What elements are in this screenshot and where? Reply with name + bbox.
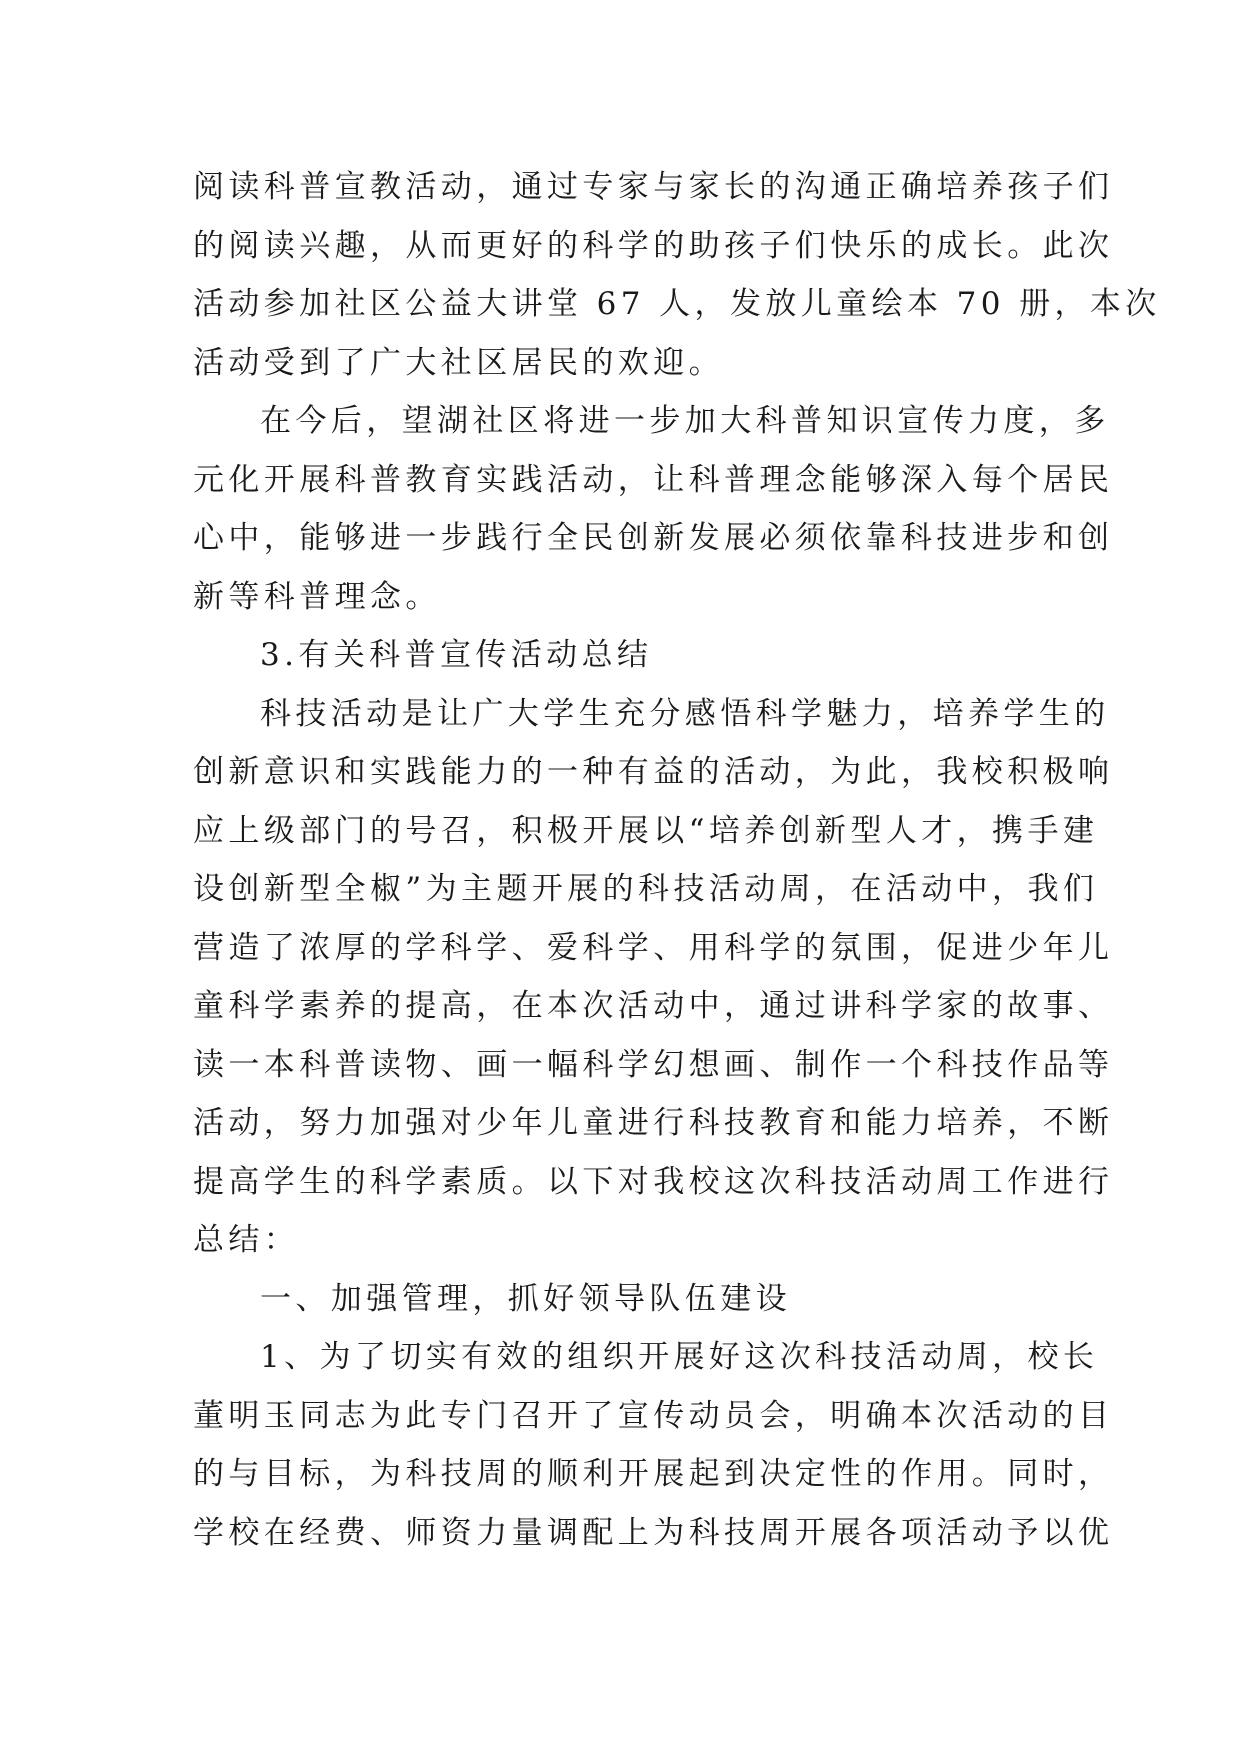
text-line: 活动参加社区公益大讲堂 67 人，发放儿童绘本 70 册，本次 xyxy=(193,286,1161,322)
text-line: 的阅读兴趣，从而更好的科学的助孩子们快乐的成长。此次 xyxy=(193,227,1114,264)
text-line: 新等科普理念。 xyxy=(193,578,441,615)
text-line: 的与目标，为科技周的顺利开展起到决定性的作用。同时， xyxy=(193,1456,1114,1492)
document-body xyxy=(193,158,1161,1562)
text-line: 董明玉同志为此专门召开了宣传动员会，明确本次活动的目 xyxy=(193,1397,1114,1434)
text-line: 科技活动是让广大学生充分感悟科学魅力，培养学生的 xyxy=(260,695,1110,732)
text-line: 在今后，望湖社区将进一步加大科普知识宣传力度，多 xyxy=(260,403,1110,439)
text-line: 1、为了切实有效的组织开展好这次科技活动周，校长 xyxy=(260,1339,1099,1375)
text-line: 活动，努力加强对少年儿童进行科技教育和能力培养，不断 xyxy=(193,1105,1114,1141)
text-line: 营造了浓厚的学科学、爱科学、用科学的氛围，促进少年儿 xyxy=(193,929,1114,966)
section-heading: 一、加强管理，抓好领导队伍建设 xyxy=(260,1280,791,1317)
text-line: 活动受到了广大社区居民的欢迎。 xyxy=(193,344,724,381)
text-line: 创新意识和实践能力的一种有益的活动，为此，我校积极响 xyxy=(193,754,1114,790)
text-line: 元化开展科普教育实践活动，让科普理念能够深入每个居民 xyxy=(193,461,1114,498)
text-line: 总结： xyxy=(193,1222,300,1258)
section-heading: 3.有关科普宣传活动总结 xyxy=(260,637,653,673)
text-line: 学校在经费、师资力量调配上为科技周开展各项活动予以优 xyxy=(193,1514,1114,1551)
text-line: 童科学素养的提高，在本次活动中，通过讲科学家的故事、 xyxy=(193,988,1114,1024)
text-line: 阅读科普宣教活动，通过专家与家长的沟通正确培养孩子们 xyxy=(193,169,1114,205)
text-line: 提高学生的科学素质。以下对我校这次科技活动周工作进行 xyxy=(193,1163,1114,1200)
text-line: 读一本科普读物、画一幅科学幻想画、制作一个科技作品等 xyxy=(193,1046,1114,1083)
text-line: 设创新型全椒”为主题开展的科技活动周，在活动中，我们 xyxy=(193,871,1099,907)
text-line: 应上级部门的号召，积极开展以“培养创新型人才，携手建 xyxy=(193,812,1099,849)
text-line: 心中，能够进一步践行全民创新发展必须依靠科技进步和创 xyxy=(193,520,1114,556)
